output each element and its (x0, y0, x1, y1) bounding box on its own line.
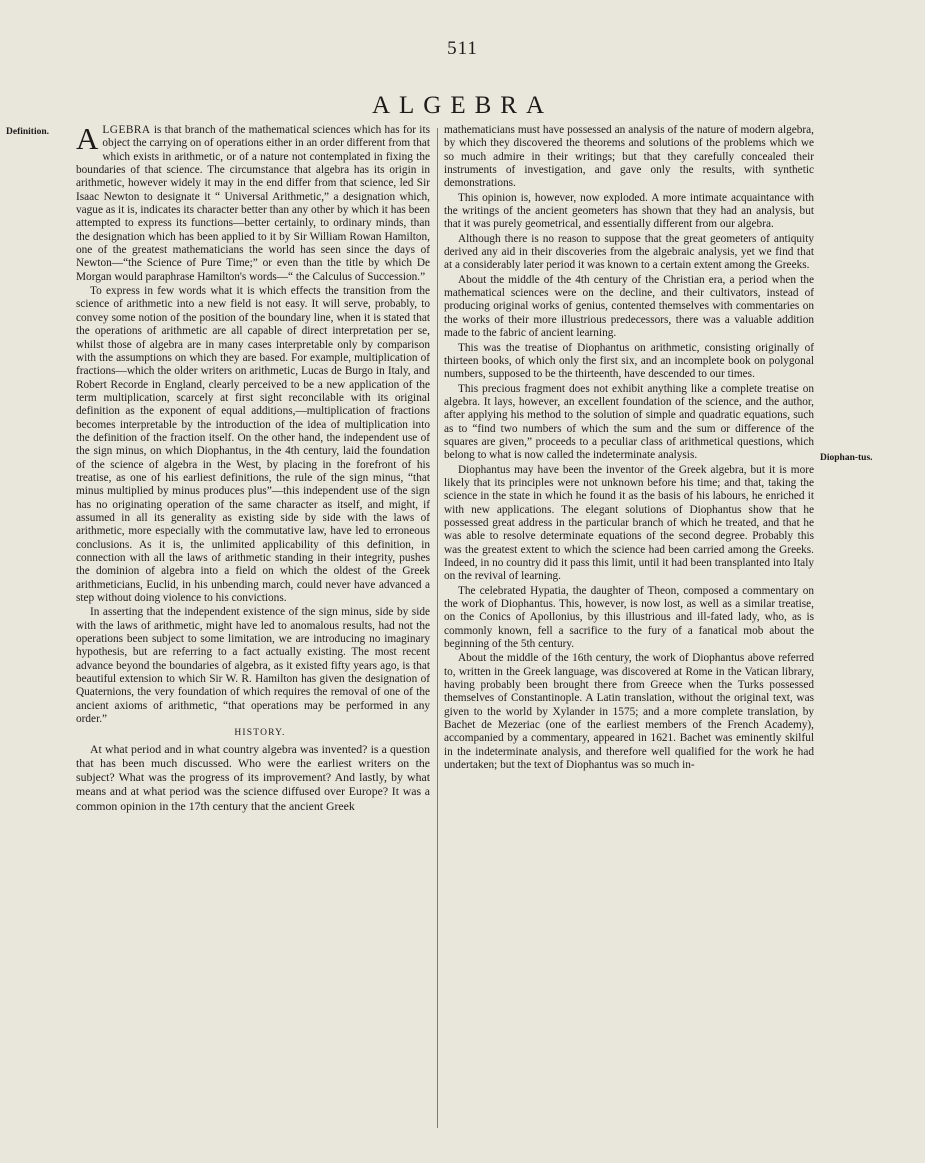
paragraph: This was the treatise of Diophantus on arithmetic, consisting originally of thirteen books, of which only the first six, and an incomplete book on polygonal numbers, supposed to be the thirteenth, have descended to our times. (444, 341, 814, 381)
paragraph: This opinion is, however, now exploded. A more intimate acquaintance with the writings of the ancient geometers has shown that they had an analysis, but that it was purely geometrical, and essentially different from our algebra. (444, 191, 814, 231)
paragraph-text: is that branch of the mathematical sciences which has for its object the carrying on of operations either in an order different from that which exists in arithmetic, or of a nature not contemplated in fixing the boundaries of that science. The circumstance that algebra has its origin in arithmetic, however widely it may in the end differ from that science, led Sir Isaac Newton to designate it “ Universal Arithmetic,” a designation which, vague as it is, indicates its character better than any other by which it has been attempted to express its functions—better certainly, to ordinary minds, than the designation which has been applied to it by Sir William Rowan Hamilton, one of the greatest mathematicians the world has seen since the days of Newton—“the Science of Pure Time;” or even than the title by which De Morgan would paraphrase Hamilton's words—“ the Calculus of Succession.” (76, 124, 430, 283)
sidenote-definition: Definition. (6, 127, 50, 137)
paragraph: In asserting that the independent existence of the sign minus, side by side with the laws of arithmetic, might have led to anomalous results, had not the operations been subject to some limitation, we are introducing no imaginary hypothesis, but are referring to a fact actually existing. The most recent advance beyond the boundaries of algebra, as it existed fifty years ago, is that beautiful extension to which Sir W. R. Hamilton has given the designation of Quaternions, the very foundation of which requires the removal of one of the ancient axioms of arithmetic, “that operations may be performed in any order.” (76, 606, 430, 726)
left-column (76, 124, 430, 1134)
lead-word: LGEBRA (102, 124, 151, 136)
column-divider (437, 128, 438, 1128)
sidenote-diophantus: Diophan-tus. (820, 453, 873, 463)
paragraph: To express in few words what it is which effects the transition from the science of arithmetic into a new field is not easy. It will serve, probably, to convey some notion of the position of the boundary line, when it is stated that the operations of arithmetic are all capable of direct interpretation per se, whilst those of algebra are in many cases interpretable only by comparison with the assumptions on which they are based. For example, multiplication of fractions—which the older writers on arithmetic, Lucas de Burgo in Italy, and Robert Recorde in England, clearly perceived to be a new application of the term multiplication, scarcely at first sight reconcilable with its original definition as the exponent of equal additions,—multiplication of fractions becomes interpretable by the introduction of the idea of multiplication into the definition of the fraction itself. On the other hand, the independent use of the sign minus, on which Diophantus, in the 4th century, laid the foundation of the science of algebra in the West, by placing in the forefront of his treatise, as one of his earliest definitions, the rule of the sign minus, “that minus multiplied by minus produces plus”—this independent use of the sign has no originating operation of the same character as itself, and might, if assumed in all its generality as existing side by side with the laws of arithmetic, more especially with the commutative law, have led to erroneous conclusions. As it is, the unlimited applicability of this definition, in connection with all the laws of arithmetic standing in their integrity, pushes the dominion of algebra into a field on which the oldest of the Greek arithmeticians, Euclid, in his unbending march, could never have advanced a step without doing violence to his convictions. (76, 285, 430, 605)
paragraph: At what period and in what country algebra was invented? is a question that has been much discussed. Who were the earliest writers on the subject? What was the progress of its improvement? And lastly, by what means and at what period was the science diffused over Europe? It was a common opinion in the 17th century that the ancient Greek (76, 741, 430, 813)
paragraph (76, 124, 430, 284)
paragraph: About the middle of the 16th century, the work of Diophantus above referred to, written in the Greek language, was discovered at Rome in the Vatican library, having probably been brought there from Greece when the Turks possessed themselves of Constantinople. A Latin translation, without the original text, was given to the world by Xylander in 1575; and a more complete translation, by Bachet de Mezeriac (one of the earliest members of the French Academy), accompanied by a commentary, appeared in 1621. Bachet was eminently skilful in the indeterminate analysis, and therefore well qualified for the work he had undertaken; but the text of Diophantus was so much in- (444, 652, 814, 772)
paragraph: About the middle of the 4th century of the Christian era, a period when the mathematical sciences were on the decline, and their cultivators, instead of producing original works of genius, contented themselves with commentaries on the works of their more illustrious predecessors, there was a valuable addition made to the fabric of ancient learning. (444, 273, 814, 340)
drop-cap: A (76, 124, 99, 156)
page-number: 511 (447, 38, 478, 59)
paragraph: mathematicians must have possessed an analysis of the nature of modern algebra, by which they discovered the theorems and solutions of the problems which we so much admire in their writings; but that they carefully concealed their instruments of investigation, and gave only the results, with synthetic demonstrations. (444, 124, 814, 190)
section-heading: HISTORY. (234, 728, 286, 739)
right-column (444, 124, 814, 1134)
paragraph: This precious fragment does not exhibit anything like a complete treatise on algebra. It lays, however, an excellent foundation of the science, and the author, after applying his method to the solution of simple and quadratic equations, such as to “find two numbers of which the sum and the sum or difference of the squares are given,” proceeds to a peculiar class of arithmetical questions, which belong to what is now called the indeterminate analysis. (444, 382, 814, 462)
paragraph: The celebrated Hypatia, the daughter of Theon, composed a commentary on the work of Diophantus. This, however, is now lost, as well as a similar treatise, on the Conics of Apollonius, by this illustrious and ill-fated lady, who, as is commonly known, fell a sacrifice to the fury of a fanatical mob about the beginning of the 5th century. (444, 584, 814, 651)
page-title: ALGEBRA (371, 92, 554, 119)
paragraph: Diophantus may have been the inventor of the Greek algebra, but it is more likely that its principles were not unknown before his time; and that, taking the science in the state in which he found it as the basis of his labours, he enriched it with new applications. The elegant solutions of Diophantus show that he possessed great address in the particular branch of which he treated, and that he was able to resolve determinate equations of the second degree. Probably this was the greatest extent to which the science had been carried among the Greeks. Indeed, in no country did it pass this limit, until it had been transplanted into Italy on the revival of learning. (444, 463, 814, 583)
paragraph: Although there is no reason to suppose that the great geometers of antiquity derived any aid in their discoveries from the algebraic analysis, yet we find that at a considerably later period it was known to a certain extent among the Greeks. (444, 232, 814, 272)
